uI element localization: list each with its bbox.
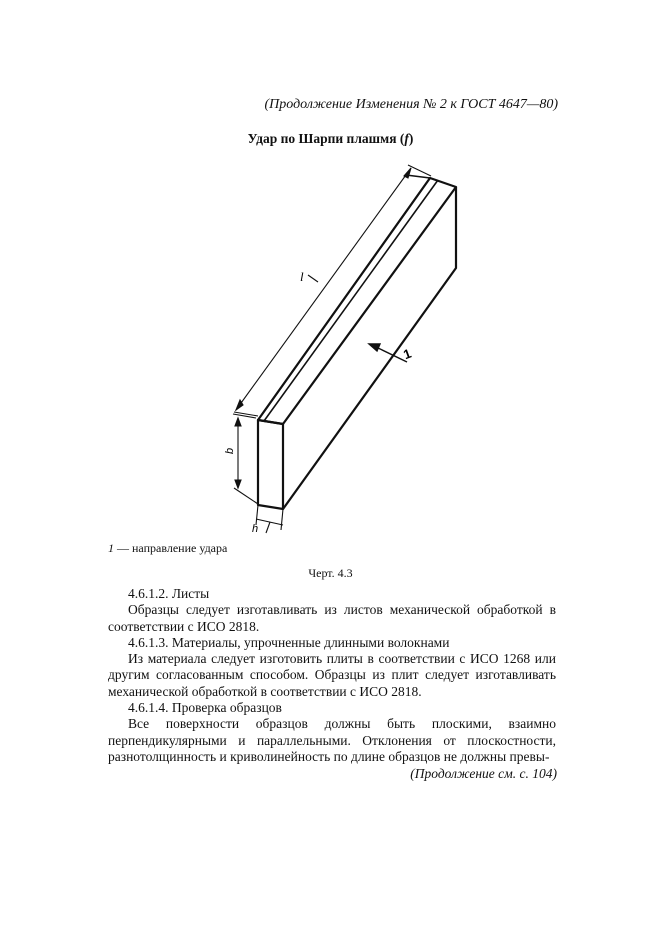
dimension-l [233, 165, 431, 418]
continuation-note: (Продолжение см. с. 104) [410, 766, 557, 781]
figure-legend [108, 541, 227, 556]
impact-arrow [369, 344, 407, 362]
section-heading-4-6-1-3: 4.6.1.3. Материалы, упрочненные длинными волокнами [128, 634, 450, 650]
figure-title-letter: f [404, 131, 409, 146]
layer-edge [236, 175, 406, 420]
legend-text: — направление удара [114, 541, 228, 555]
section-heading-4-6-1-4: 4.6.1.4. Проверка образцов [128, 700, 282, 716]
legend-number: 1 [108, 541, 114, 555]
front-face [258, 420, 283, 509]
label-l: l [300, 269, 304, 284]
figure-title-prefix: Удар по Шарпи плашмя ( [247, 131, 405, 146]
page-header: (Продолжение Изменения № 2 к ГОСТ 4647—80) [264, 97, 558, 112]
figure-title-suffix: ) [408, 131, 414, 146]
figure-caption: Черт. 4.3 [308, 566, 353, 580]
section-heading-4-6-1-2: 4.6.1.2. Листы [128, 586, 210, 601]
label-1: 1 [401, 345, 414, 363]
paragraph: Из материала следует изготовить плиты в соответствии с ИСО 1268 или другим согласованным способом. Образцы из плит следует изготавливать механической обработкой в соответствии с ИСО 2818. [108, 651, 556, 699]
label-b: b [224, 447, 236, 454]
paragraph: Все поверхности образцов должны быть плоскими, взаимно перпендикулярными и параллельными. Отклонения от плоскостности, разнотолщинность и криволинейность по длине образцов не должны превы- [108, 716, 556, 764]
dimension-b [234, 412, 258, 504]
layer-line [406, 175, 430, 178]
paragraph: Образцы следует изготавливать из листов механической обработкой в соответствии с ИСО 2818. [108, 602, 556, 634]
specimen-layers [258, 178, 438, 421]
body-text [108, 586, 556, 765]
label-h: h [252, 523, 259, 535]
specimen-outline [236, 175, 456, 509]
